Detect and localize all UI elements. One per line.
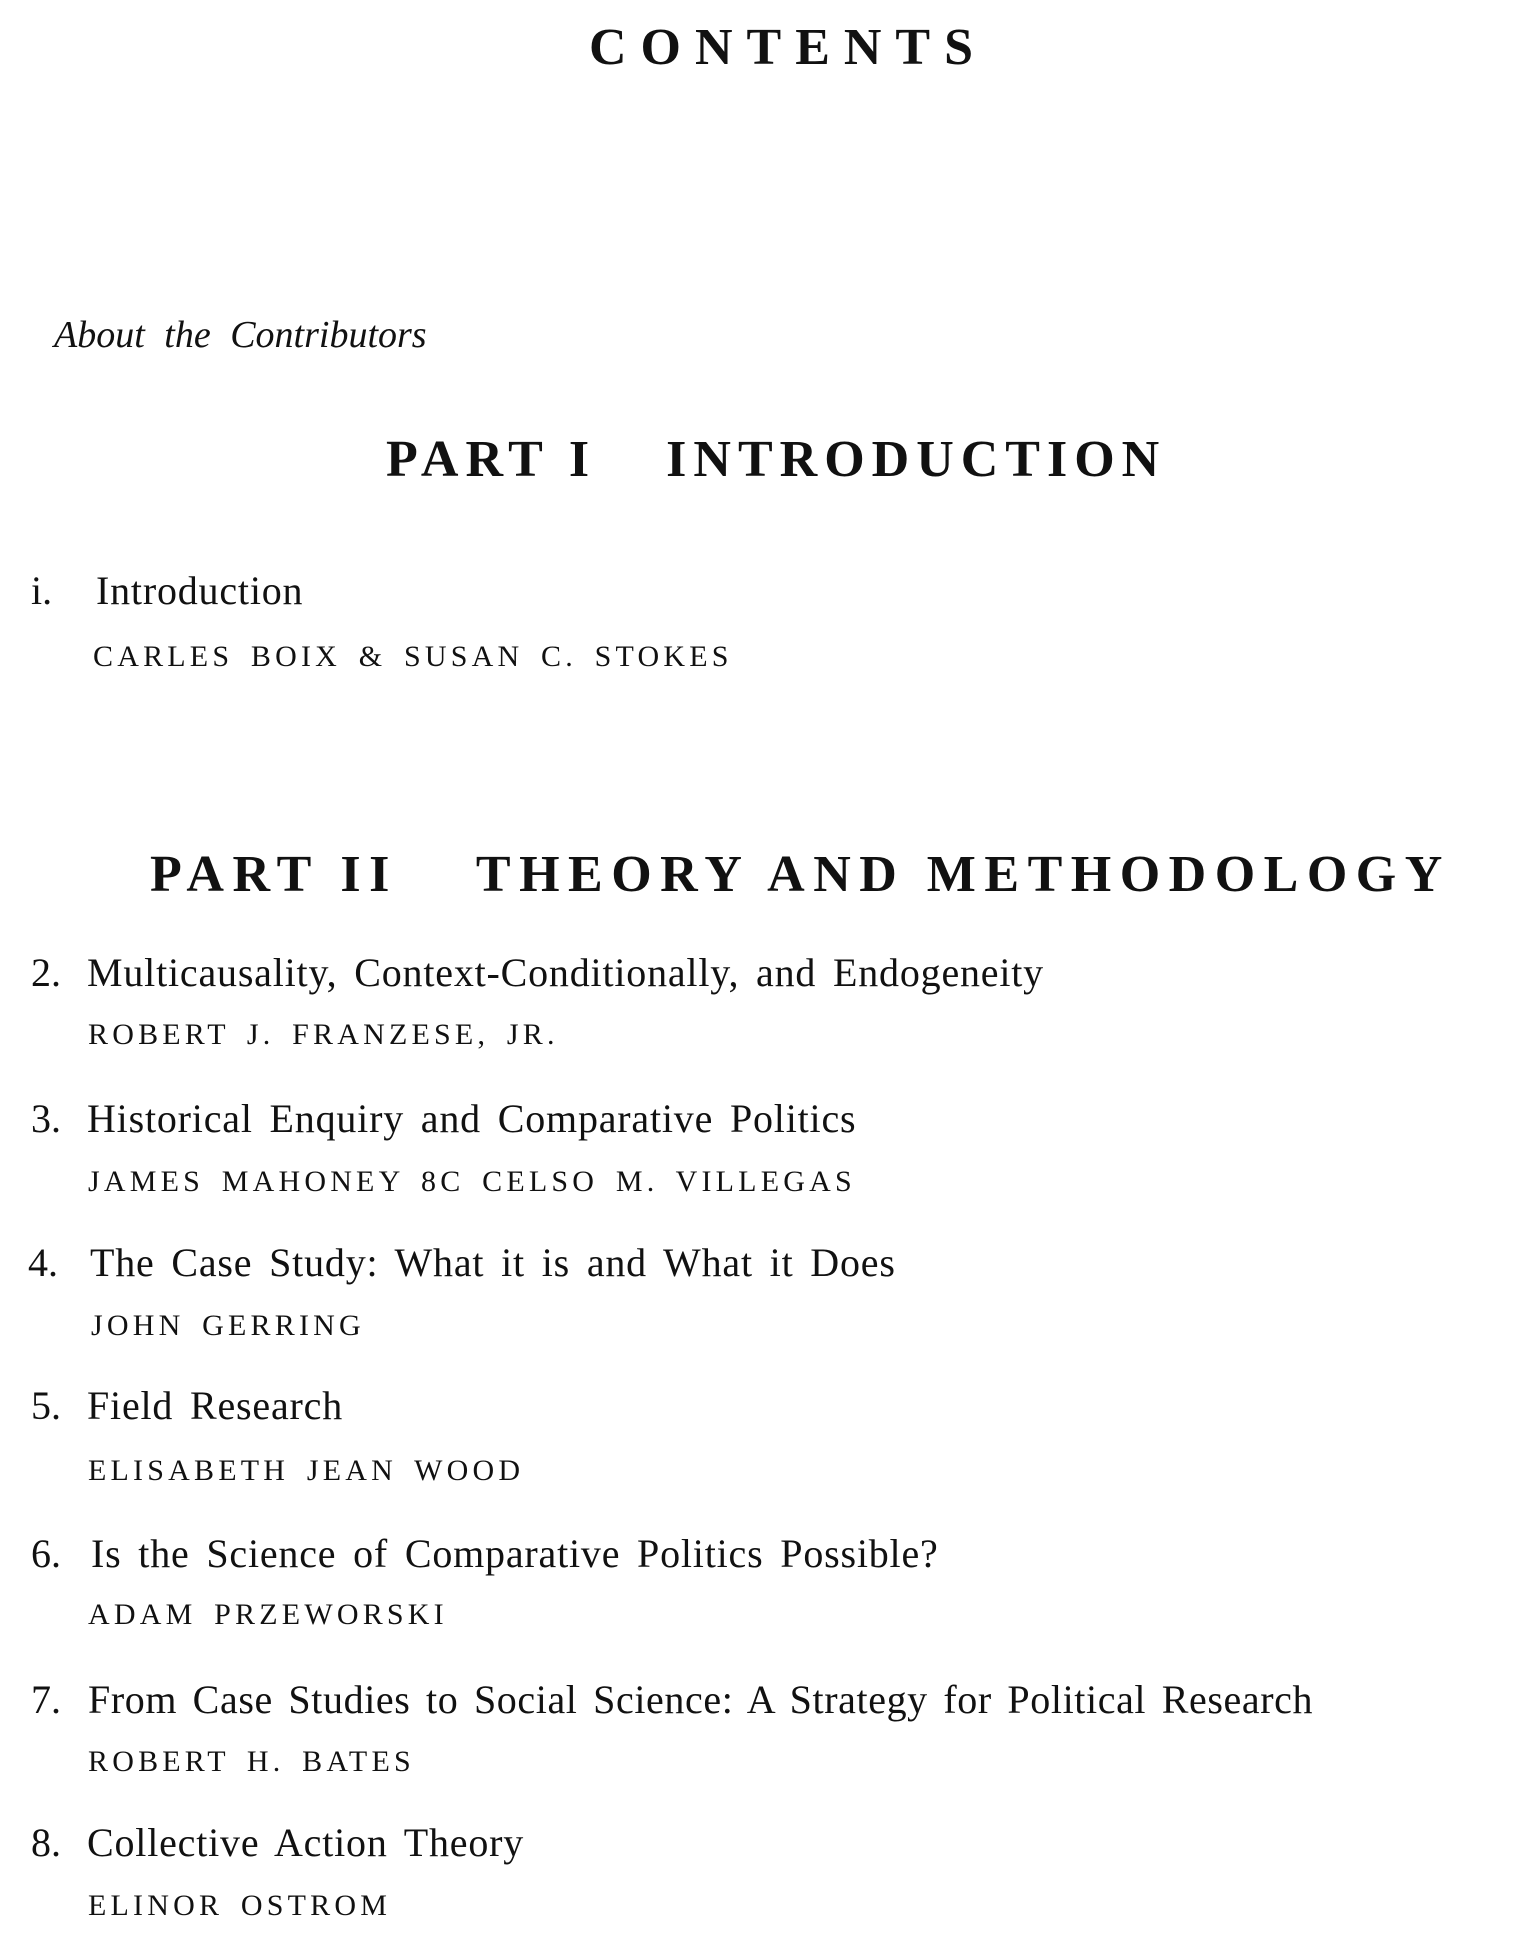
chapter-title[interactable]: Is the Science of Comparative Politics Possible? xyxy=(91,1531,939,1576)
chapter-author: ADAM PRZEWORSKI xyxy=(88,1598,448,1631)
chapter-number: 5. xyxy=(31,1383,61,1428)
chapter-author: JOHN GERRING xyxy=(91,1309,365,1342)
chapter-title[interactable]: The Case Study: What it is and What it Does xyxy=(90,1240,896,1285)
part-number: PART I xyxy=(386,431,597,488)
chapter-number: 2. xyxy=(31,950,61,995)
chapter-title[interactable]: Introduction xyxy=(96,568,304,613)
chapter-author: ROBERT J. FRANZESE, JR. xyxy=(88,1018,559,1051)
chapter-title[interactable]: Multicausality, Context-Conditionally, and Endogeneity xyxy=(87,950,1044,995)
chapter-number: 4. xyxy=(28,1240,58,1285)
chapter-author: CARLES BOIX & SUSAN C. STOKES xyxy=(93,640,733,673)
chapter-author: JAMES MAHONEY 8C CELSO M. VILLEGAS xyxy=(88,1165,856,1198)
part-heading xyxy=(386,430,1166,490)
chapter-title[interactable]: Historical Enquiry and Comparative Politics xyxy=(87,1096,857,1141)
chapter-title[interactable]: Collective Action Theory xyxy=(87,1820,525,1865)
part-name: THEORY AND METHODOLOGY xyxy=(475,846,1451,903)
chapter-number: 6. xyxy=(31,1531,61,1576)
chapter-title[interactable]: From Case Studies to Social Science: A Strategy for Political Research xyxy=(88,1677,1314,1722)
chapter-author: ROBERT H. BATES xyxy=(88,1745,415,1778)
chapter-number: 7. xyxy=(31,1677,61,1722)
chapter-author: ELINOR OSTROM xyxy=(88,1889,392,1922)
chapter-number: 3. xyxy=(31,1096,61,1141)
chapter-title[interactable]: Field Research xyxy=(87,1383,344,1428)
page-title: CONTENTS xyxy=(588,19,988,76)
chapter-number: 8. xyxy=(31,1820,61,1865)
part-name: INTRODUCTION xyxy=(666,431,1167,488)
chapter-number: i. xyxy=(31,568,53,613)
front-matter-link[interactable]: About the Contributors xyxy=(54,314,427,356)
part-number: PART II xyxy=(150,846,398,903)
chapter-author: ELISABETH JEAN WOOD xyxy=(88,1454,525,1487)
part-heading xyxy=(150,845,1451,905)
